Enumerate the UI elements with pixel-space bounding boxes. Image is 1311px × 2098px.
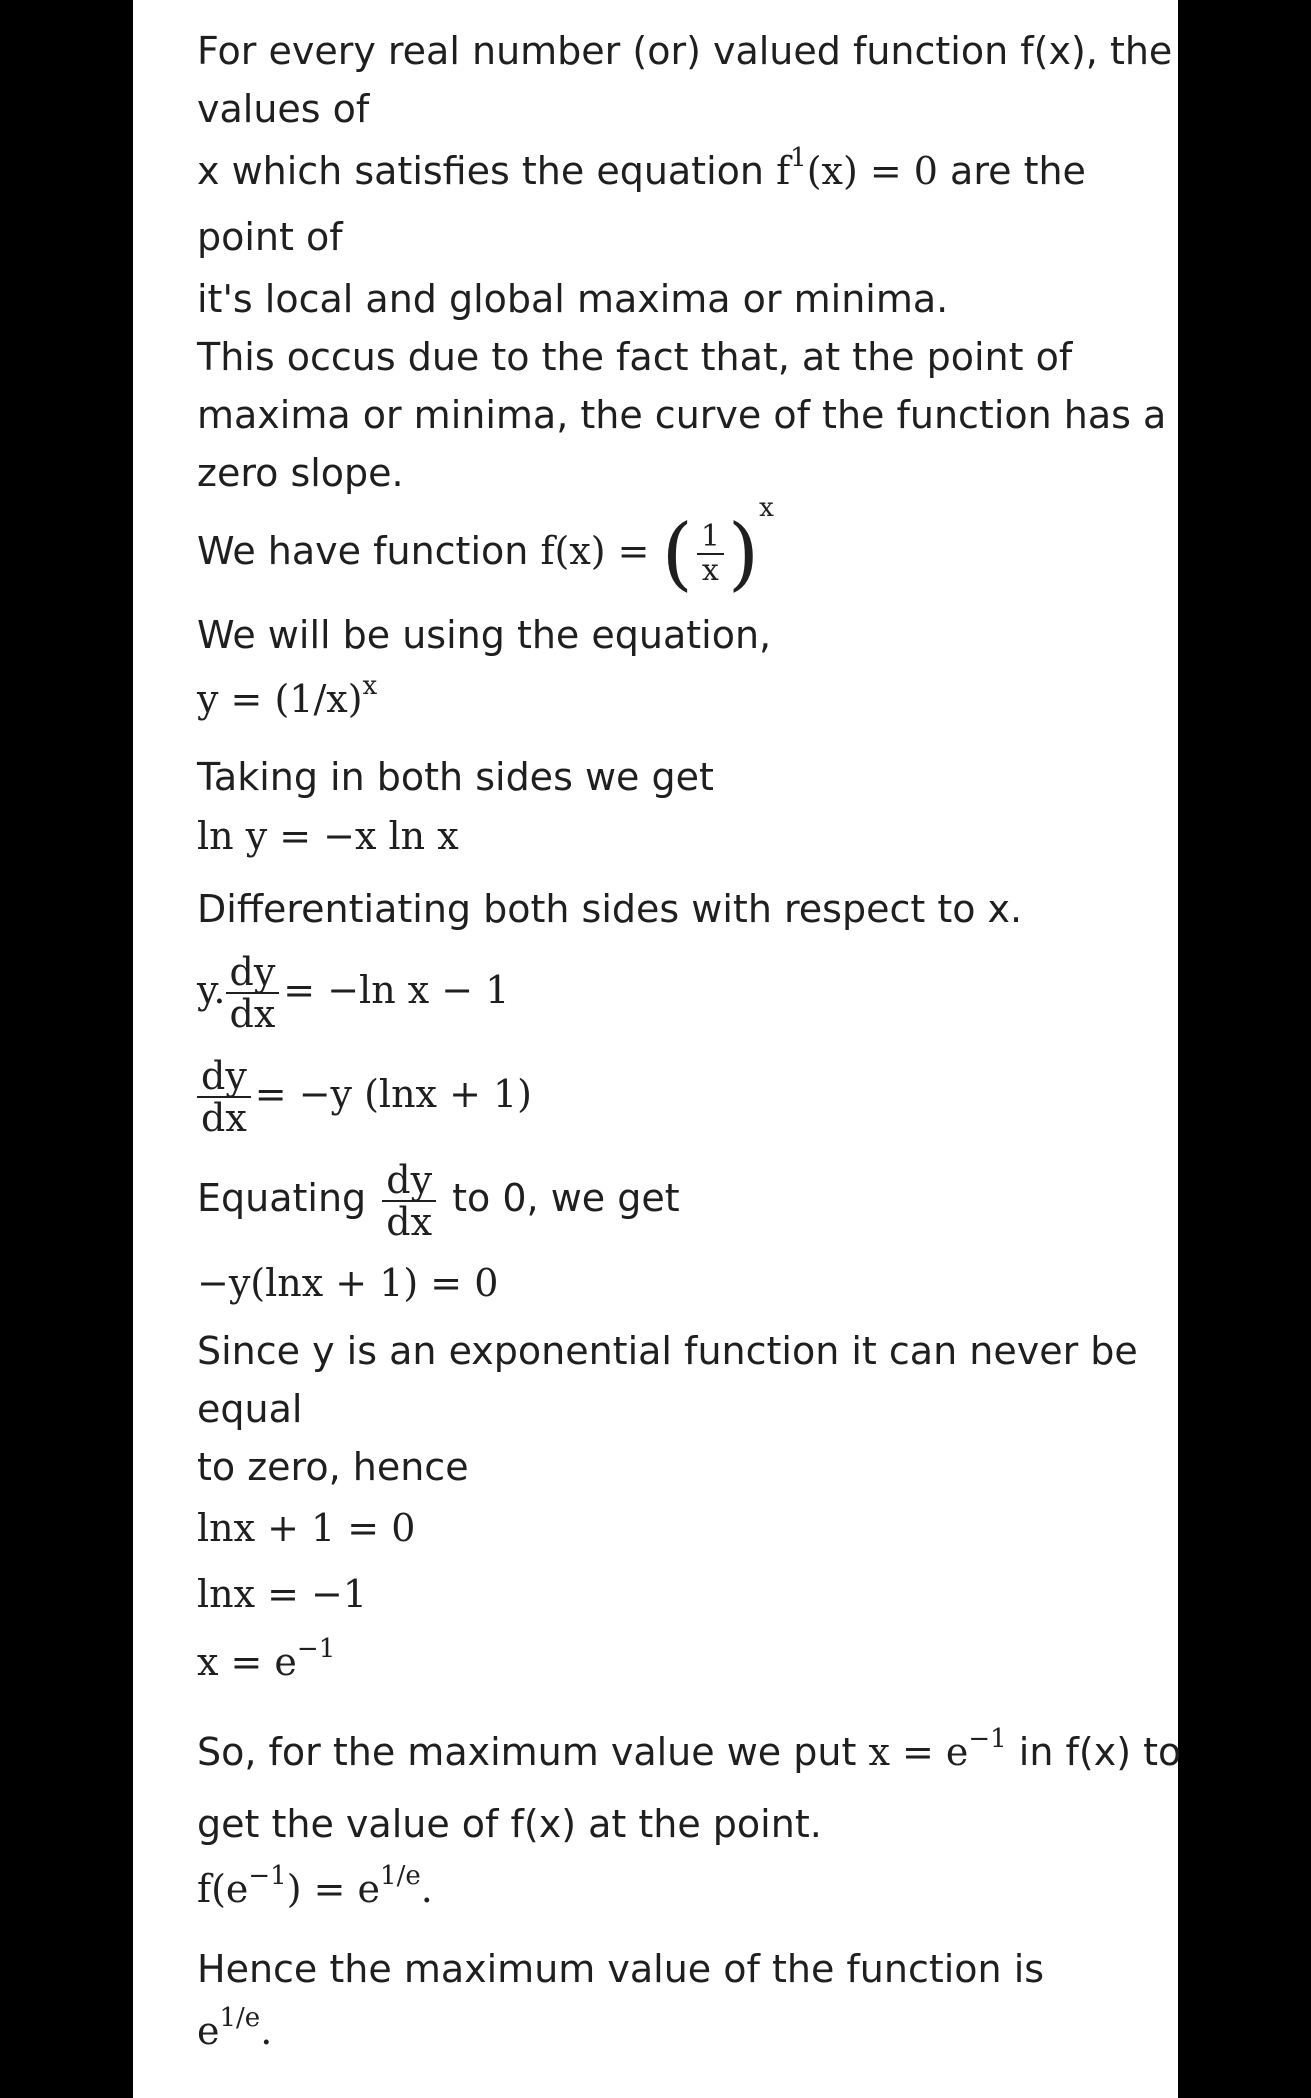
text-line: Hence the maximum value of the function is <box>197 1947 1045 1991</box>
text-line: to zero, hence <box>197 1445 469 1489</box>
text-line: maxima or minima, the curve of the function has a <box>197 393 1167 437</box>
fraction: $\frac{dy}{dx}$ <box>382 1160 436 1242</box>
equating-line: Equating $\frac{dy}{dx}$ to 0, we get <box>197 1157 680 1244</box>
equation-y: $y = (1/x)^x$ <box>197 671 378 721</box>
text-line: zero slope. <box>197 451 404 495</box>
text-line: point of <box>197 215 343 259</box>
equation-f: $f(e^{-1}) = e^{1/e}$. <box>197 1861 433 1911</box>
text-line: it's local and global maxima or minima. <box>197 277 949 321</box>
equation-derivative-2: $\frac{dy}{dx}$ = −y (lnx + 1) <box>197 1042 1157 1146</box>
text-line: get the value of f(x) at the point. <box>197 1802 822 1846</box>
text-line: We will be using the equation, <box>197 613 772 657</box>
text-line: values of <box>197 87 370 131</box>
text-line: Taking in both sides we get <box>197 755 714 799</box>
equation-b: lnx = −1 <box>197 1572 368 1616</box>
equation-c: $x = e^{-1}$ <box>197 1634 336 1684</box>
text-line: For every real number (or) valued function f(x), the <box>197 29 1173 73</box>
function-definition: We have function f(x) = ( $\frac{1}{x}$ )$^x$ <box>197 493 774 600</box>
fraction: $\frac{1}{x}$ <box>697 521 724 587</box>
text-line: This occus due to the fact that, at the point of <box>197 335 1073 379</box>
text-line: Differentiating both sides with respect to x. <box>197 887 1023 931</box>
equation-a: lnx + 1 = 0 <box>197 1506 416 1550</box>
text-line: equal <box>197 1387 303 1431</box>
text-line: x which satisfies the equation $f^1(x) = 0$ are the <box>197 143 1086 193</box>
fraction: $\frac{dy}{dx}$ <box>197 1056 251 1138</box>
final-answer: $e^{1/e}$. <box>197 2003 273 2053</box>
fraction: $\frac{dy}{dx}$ <box>226 952 280 1034</box>
document-page <box>133 0 1182 2098</box>
equation-derivative-1: y. $\frac{dy}{dx}$ = −ln x − 1 <box>197 949 510 1036</box>
text-line: So, for the maximum value we put $x = e^{-1}$ in f(x) to <box>197 1724 1182 1774</box>
equation-zero: −y(lnx + 1) = 0 <box>197 1261 499 1305</box>
equation-ln: ln y = −x ln x <box>197 814 459 858</box>
text-line: Since y is an exponential function it can never be <box>197 1329 1138 1373</box>
solution-content <box>197 22 1182 2064</box>
